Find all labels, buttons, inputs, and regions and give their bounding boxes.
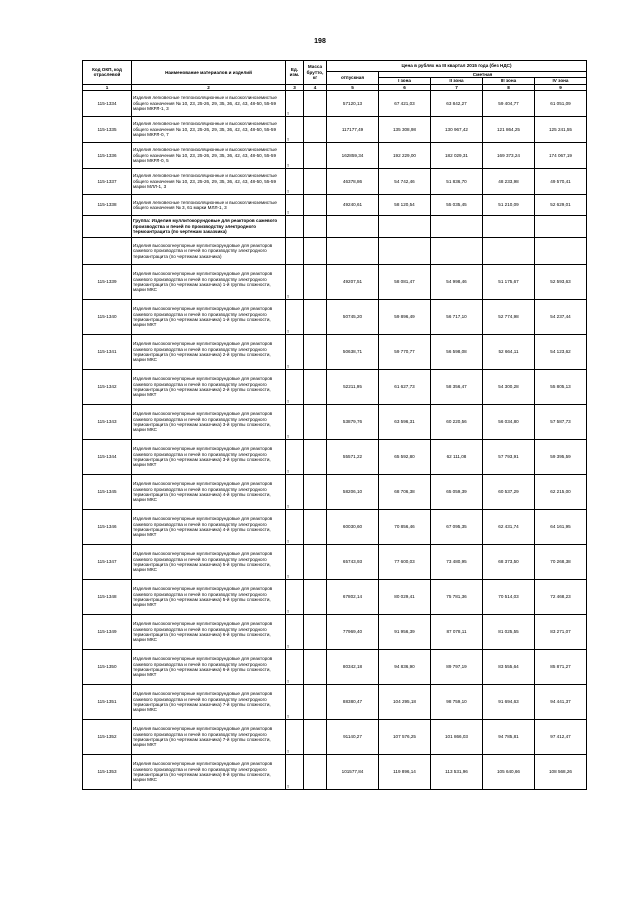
row-zone-4: 61 051,09 [535,90,587,116]
row-zone-4: 85 871,27 [535,649,587,684]
row-unit: т [286,614,304,649]
header-price-title: Цена в рублях на III квартал 2015 года (без НДС) [327,61,587,72]
row-release: 53879,76 [327,404,379,439]
table-header [83,61,587,91]
row-zone-1: 65 592,80 [379,439,431,474]
header-release: отпускная [327,72,379,85]
row-unit: т [286,142,304,168]
table-row [83,684,587,719]
row-name: Изделия легковесные теплоизоляционные и высокоглиноземистые общего назначения № 10, 23, 25-26, 29, 35, 36, 42, 43, 48-50, 55-59 марки МЛЛ-1, 3 [132,168,286,194]
row-name: Изделия высокоогнеупорные муллитокорундовые для реакторов сажевого производства и печей по производству электродного термоантрацита (по чертежам заказчика) 5-й группы сложности, марки МКС [132,544,286,579]
row-mass [304,194,327,215]
row-zone-3 [483,237,535,264]
row-unit: т [286,334,304,369]
table-row [83,264,587,299]
row-zone-2: 182 029,31 [431,142,483,168]
row-zone-2: 67 095,35 [431,509,483,544]
col-index: 3 [286,84,304,90]
table-row [83,404,587,439]
row-unit: т [286,116,304,142]
row-mass [304,168,327,194]
row-zone-1: 59 896,49 [379,299,431,334]
row-release: 91140,27 [327,719,379,754]
row-release: 65743,93 [327,544,379,579]
row-mass [304,579,327,614]
row-code: 115-1335 [83,116,132,142]
table-row [83,194,587,215]
row-zone-3 [483,215,535,237]
col-index: 8 [483,84,535,90]
row-zone-4 [535,215,587,237]
row-unit: т [286,90,304,116]
row-zone-1: 192 229,00 [379,142,431,168]
row-mass [304,404,327,439]
table-body [83,90,587,789]
row-code: 115-1353 [83,754,132,789]
row-release: 46378,86 [327,168,379,194]
row-code: 115-1337 [83,168,132,194]
row-code: 115-1336 [83,142,132,168]
row-zone-4: 72 468,23 [535,579,587,614]
row-zone-4: 59 395,59 [535,439,587,474]
row-zone-1: 59 770,77 [379,334,431,369]
row-code: 115-1343 [83,404,132,439]
row-zone-1: 91 956,39 [379,614,431,649]
row-zone-1: 107 576,25 [379,719,431,754]
row-zone-3: 56 034,80 [483,404,535,439]
header-zone-4: IV зона [535,78,587,84]
row-release: 50638,71 [327,334,379,369]
row-zone-4 [535,237,587,264]
row-zone-2: 98 759,10 [431,684,483,719]
row-release: 88380,47 [327,684,379,719]
row-zone-2: 75 781,36 [431,579,483,614]
table-row [83,369,587,404]
row-release: 50745,20 [327,299,379,334]
row-code: 115-1341 [83,334,132,369]
row-unit: т [286,509,304,544]
row-zone-3: 57 793,91 [483,439,535,474]
header-zone-1: I зона [379,78,431,84]
header-mass: Масса брутто, кг [304,61,327,85]
row-name: Изделия высокоогнеупорные муллитокорундовые для реакторов сажевого производства и печей по производству электродного термоантрацита (по чертежам заказчика) [132,237,286,264]
row-release: 49240,61 [327,194,379,215]
row-zone-2: 56 717,10 [431,299,483,334]
row-zone-3: 68 373,50 [483,544,535,579]
row-release: 52211,95 [327,369,379,404]
row-release: 117177,49 [327,116,379,142]
row-mass [304,90,327,116]
row-release: 77969,40 [327,614,379,649]
row-unit: т [286,299,304,334]
row-zone-4: 97 412,47 [535,719,587,754]
row-mass [304,116,327,142]
row-release: 49207,51 [327,264,379,299]
row-unit: т [286,194,304,215]
row-zone-3: 70 514,03 [483,579,535,614]
row-zone-1: 67 421,03 [379,90,431,116]
row-unit: т [286,649,304,684]
row-name: Изделия высокоогнеупорные муллитокорундовые для реакторов сажевого производства и печей по производству электродного термоантрацита (по чертежам заказчика) 5-й группы сложности, марки МКТ [132,579,286,614]
row-zone-1: 63 596,31 [379,404,431,439]
header-code: Код ОКП, код отраслевой [83,61,132,85]
row-code: 115-1348 [83,579,132,614]
row-zone-3: 105 640,66 [483,754,535,789]
row-zone-3: 60 537,29 [483,474,535,509]
table-row [83,439,587,474]
row-release [327,215,379,237]
row-code: 115-1344 [83,439,132,474]
row-code: 115-1345 [83,474,132,509]
row-code: 115-1338 [83,194,132,215]
row-unit: т [286,474,304,509]
row-name: Изделия высокоогнеупорные муллитокорундовые для реакторов сажевого производства и печей по производству электродного термоантрацита (по чертежам заказчика) 6-й группы сложности, марки МКС [132,614,286,649]
row-name: Изделия высокоогнеупорные муллитокорундовые для реакторов сажевого производства и печей по производству электродного термоантрацита (по чертежам заказчика) 3-й группы сложности, марки МКТ [132,439,286,474]
row-zone-2: 130 967,42 [431,116,483,142]
row-unit: т [286,439,304,474]
table-row [83,474,587,509]
row-zone-3: 83 555,64 [483,649,535,684]
row-name: Изделия высокоогнеупорные муллитокорундовые для реакторов сажевого производства и печей по производству электродного термоантрацита (по чертежам заказчика) 4-й группы сложности, марки МКС [132,474,286,509]
row-unit: т [286,579,304,614]
row-zone-4: 52 629,01 [535,194,587,215]
row-mass [304,334,327,369]
row-name: Изделия высокоогнеупорные муллитокорундовые для реакторов сажевого производства и печей по производству электродного термоантрацита (по чертежам заказчика) 7-й группы сложности, марки МКТ [132,719,286,754]
row-mass [304,649,327,684]
row-mass [304,614,327,649]
row-unit [286,237,304,264]
row-zone-1: 61 627,73 [379,369,431,404]
row-mass [304,754,327,789]
row-release: 57120,13 [327,90,379,116]
row-mass [304,264,327,299]
row-zone-4: 57 587,73 [535,404,587,439]
row-mass [304,719,327,754]
row-zone-2: 73 480,95 [431,544,483,579]
table-row [83,90,587,116]
row-mass [304,544,327,579]
row-zone-3: 54 300,28 [483,369,535,404]
row-zone-1 [379,215,431,237]
row-release: 101577,84 [327,754,379,789]
row-zone-4: 52 593,63 [535,264,587,299]
row-name: Изделия высокоогнеупорные муллитокорундовые для реакторов сажевого производства и печей по производству электродного термоантрацита (по чертежам заказчика) 8-й группы сложности, марки МКС [132,754,286,789]
row-zone-1: 58 120,54 [379,194,431,215]
row-release: 60030,60 [327,509,379,544]
row-name: Изделия высокоогнеупорные муллитокорундовые для реакторов сажевого производства и печей по производству электродного термоантрацита (по чертежам заказчика) 2-й группы сложности, марки МКТ [132,369,286,404]
table-row [83,614,587,649]
row-zone-2: 62 111,08 [431,439,483,474]
row-name: Изделия высокоогнеупорные муллитокорундовые для реакторов сажевого производства и печей по производству электродного термоантрацита (по чертежам заказчика) 7-й группы сложности, марки МКС [132,684,286,719]
row-release: 162859,34 [327,142,379,168]
col-index: 6 [379,84,431,90]
row-zone-4: 54 123,62 [535,334,587,369]
row-mass [304,439,327,474]
row-name: Изделия высокоогнеупорные муллитокорундовые для реакторов сажевого производства и печей по производству электродного термоантрацита (по чертежам заказчика) 3-й группы сложности, марки МКС [132,404,286,439]
row-zone-4: 174 067,19 [535,142,587,168]
row-release: 67802,14 [327,579,379,614]
table-row [83,544,587,579]
row-mass [304,509,327,544]
row-unit: т [286,369,304,404]
row-mass [304,684,327,719]
row-zone-4: 62 215,00 [535,474,587,509]
row-zone-4: 125 241,55 [535,116,587,142]
row-zone-2: 101 866,03 [431,719,483,754]
table-row [83,719,587,754]
header-name: Наименование материалов и изделий [132,61,286,85]
row-mass [304,215,327,237]
row-unit: т [286,264,304,299]
row-zone-4: 49 570,41 [535,168,587,194]
header-zone-3: III зона [483,78,535,84]
row-code [83,237,132,264]
row-unit [286,215,304,237]
row-mass [304,299,327,334]
row-zone-4: 108 568,26 [535,754,587,789]
row-mass [304,474,327,509]
page-number: 198 [314,38,326,45]
row-zone-2: 55 035,45 [431,194,483,215]
row-zone-2 [431,215,483,237]
row-code: 115-1340 [83,299,132,334]
row-zone-3: 48 233,98 [483,168,535,194]
table-row [83,116,587,142]
row-zone-3: 52 774,98 [483,299,535,334]
row-zone-4: 83 271,07 [535,614,587,649]
row-name: Изделия легковесные теплоизоляционные и высокоглиноземистые общего назначения № 10, 23, 25-26, 29, 35, 36, 42, 43, 48-50, 55-59 марки МКРЛ-1, 3 [132,90,286,116]
row-release: 55571,22 [327,439,379,474]
row-zone-3: 51 175,67 [483,264,535,299]
row-zone-4: 64 161,95 [535,509,587,544]
table-row [83,142,587,168]
row-code: 115-1349 [83,614,132,649]
row-zone-1: 68 706,38 [379,474,431,509]
row-unit: т [286,684,304,719]
row-code: 115-1347 [83,544,132,579]
row-unit: т [286,719,304,754]
row-code: 115-1350 [83,649,132,684]
table-row [83,237,587,264]
row-zone-4: 54 237,44 [535,299,587,334]
row-zone-1: 70 856,46 [379,509,431,544]
row-mass [304,237,327,264]
row-zone-1: 104 295,18 [379,684,431,719]
row-name: Изделия высокоогнеупорные муллитокорундовые для реакторов сажевого производства и печей по производству электродного термоантрацита (по чертежам заказчика) 1-й группы сложности, марки МКС [132,264,286,299]
group-row [83,215,587,237]
row-name: Изделия легковесные теплоизоляционные и высокоглиноземистые общего назначения № 10, 23, 25-26, 29, 35, 36, 42, 43, 48-50, 55-59 марки МКРЛ-0, 5 [132,142,286,168]
header-zone-2: II зона [431,78,483,84]
row-zone-3: 91 694,63 [483,684,535,719]
header-estimate: Сметная [379,72,587,78]
row-code: 115-1342 [83,369,132,404]
row-unit: т [286,754,304,789]
row-zone-2: 113 531,96 [431,754,483,789]
row-code: 115-1334 [83,90,132,116]
col-index: 2 [132,84,286,90]
header-unit: Ед. изм. [286,61,304,85]
row-zone-4: 94 441,37 [535,684,587,719]
row-zone-2: 56 598,08 [431,334,483,369]
row-code: 115-1352 [83,719,132,754]
row-zone-3: 62 431,74 [483,509,535,544]
col-index: 5 [327,84,379,90]
row-zone-2: 51 836,70 [431,168,483,194]
row-zone-2: 89 797,19 [431,649,483,684]
row-zone-2: 65 059,39 [431,474,483,509]
table-row [83,299,587,334]
col-index: 4 [304,84,327,90]
row-zone-2 [431,237,483,264]
row-zone-3: 94 785,81 [483,719,535,754]
row-name: Группа: Изделия муллитокорундовые для реакторов сажевого производства и печей по производству электродного термоантрацита (по чертежам заказчика) [132,215,286,237]
col-index: 9 [535,84,587,90]
row-zone-4: 55 805,13 [535,369,587,404]
row-code: 115-1346 [83,509,132,544]
price-table [82,60,587,790]
row-zone-2: 54 998,46 [431,264,483,299]
row-zone-3: 52 664,11 [483,334,535,369]
row-name: Изделия высокоогнеупорные муллитокорундовые для реакторов сажевого производства и печей по производству электродного термоантрацита (по чертежам заказчика) 2-й группы сложности, марки МКС [132,334,286,369]
row-name: Изделия легковесные теплоизоляционные и высокоглиноземистые общего назначения № 3, 61 марки МЛЛ-1, 3 [132,194,286,215]
row-unit: т [286,544,304,579]
row-release: 58206,10 [327,474,379,509]
table-row [83,579,587,614]
row-zone-2: 87 078,11 [431,614,483,649]
row-mass [304,142,327,168]
table-row [83,168,587,194]
row-zone-1: 119 896,14 [379,754,431,789]
row-name: Изделия легковесные теплоизоляционные и высокоглиноземистые общего назначения № 10, 23, 25-26, 29, 35, 36, 42, 43, 48-50, 55-59 марки МКРЛ-0, 7 [132,116,286,142]
table-row [83,334,587,369]
table-row [83,649,587,684]
row-zone-1: 80 029,41 [379,579,431,614]
row-code: 115-1339 [83,264,132,299]
row-code: 115-1351 [83,684,132,719]
row-code [83,215,132,237]
row-zone-3: 81 025,55 [483,614,535,649]
row-name: Изделия высокоогнеупорные муллитокорундовые для реакторов сажевого производства и печей по производству электродного термоантрацита (по чертежам заказчика) 6-й группы сложности, марки МКТ [132,649,286,684]
row-unit: т [286,404,304,439]
col-index: 1 [83,84,132,90]
row-zone-1: 77 600,03 [379,544,431,579]
row-zone-3: 121 864,25 [483,116,535,142]
row-zone-2: 63 842,27 [431,90,483,116]
table-row [83,754,587,789]
row-zone-1: 94 836,90 [379,649,431,684]
row-release [327,237,379,264]
row-zone-3: 169 373,24 [483,142,535,168]
row-zone-1: 54 742,46 [379,168,431,194]
row-zone-1: 58 081,47 [379,264,431,299]
col-index: 7 [431,84,483,90]
row-zone-2: 58 356,47 [431,369,483,404]
row-zone-3: 51 210,09 [483,194,535,215]
row-zone-2: 60 220,56 [431,404,483,439]
row-name: Изделия высокоогнеупорные муллитокорундовые для реакторов сажевого производства и печей по производству электродного термоантрацита (по чертежам заказчика) 1-й группы сложности, марки МКТ [132,299,286,334]
row-zone-1 [379,237,431,264]
row-release: 80342,18 [327,649,379,684]
row-unit: т [286,168,304,194]
row-zone-1: 135 308,98 [379,116,431,142]
row-zone-4: 70 268,38 [535,544,587,579]
row-zone-3: 59 404,77 [483,90,535,116]
table-row [83,509,587,544]
row-mass [304,369,327,404]
row-name: Изделия высокоогнеупорные муллитокорундовые для реакторов сажевого производства и печей по производству электродного термоантрацита (по чертежам заказчика) 4-й группы сложности, марки МКТ [132,509,286,544]
